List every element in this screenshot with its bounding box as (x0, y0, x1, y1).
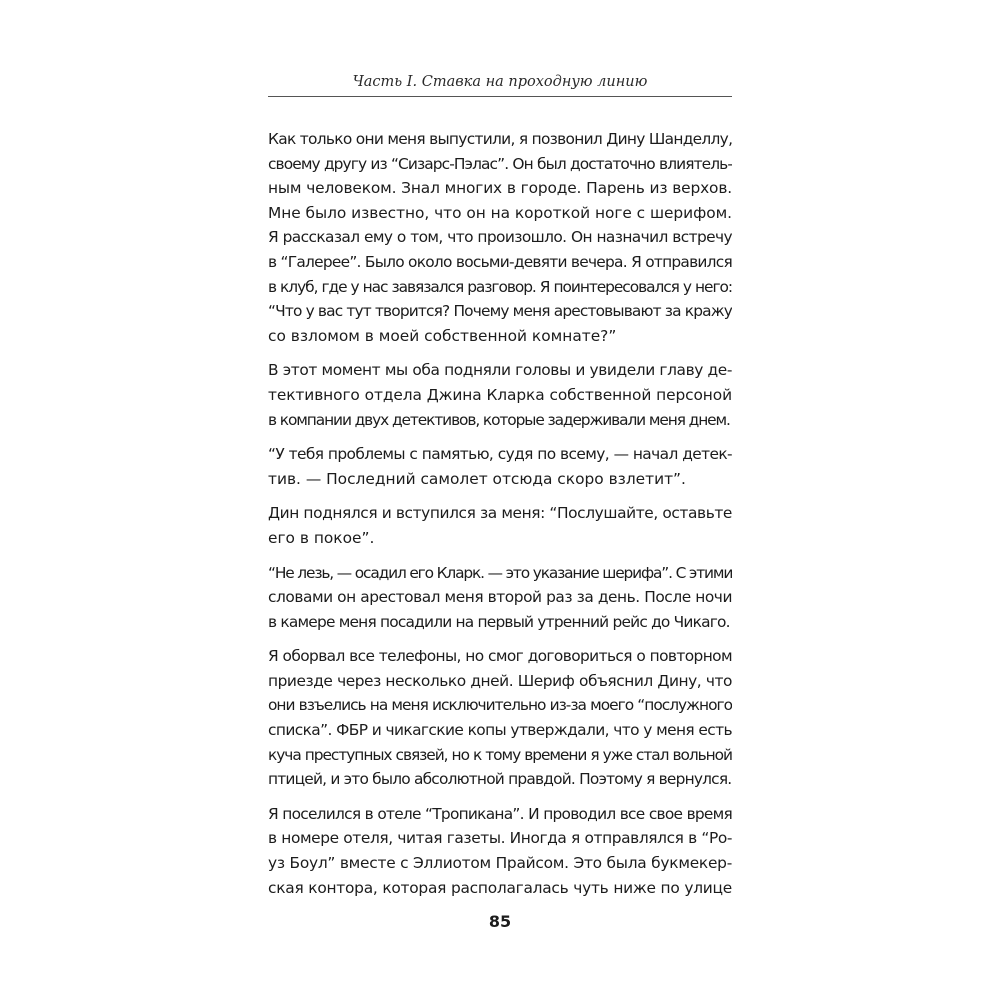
header-rule (268, 96, 732, 97)
text-line: В этот момент мы оба подняли головы и увидели главу де- (268, 361, 732, 380)
text-line: ская контора, которая располагалась чуть ниже по улице (268, 878, 732, 897)
text-line: в компании двух детективов, которые задерживали меня днем. (268, 410, 730, 429)
text-line: в номере отеля, читая газеты. Иногда я отправлялся в “Ро- (268, 829, 732, 848)
text-line: Я оборвал все телефоны, но смог договориться о повторном (268, 647, 732, 666)
body-text (268, 127, 732, 910)
text-line: ным человеком. Знал многих в городе. Парень из верхов. (268, 179, 732, 198)
text-line: в “Галерее”. Было около восьми-девяти вечера. Я отправился (268, 252, 732, 271)
text-line: Я поселился в отеле “Тропикана”. И проводил все свое время (268, 804, 732, 823)
text-line: уз Боул” вместе с Эллиотом Прайсом. Это была букмекер- (268, 854, 732, 873)
text-line: куча преступных связей, но к тому времени я уже стал вольной (268, 745, 732, 764)
paragraph (268, 501, 732, 550)
text-line: его в покое”. (268, 528, 375, 547)
text-line: в камере меня посадили на первый утренний рейс до Чикаго. (268, 612, 730, 631)
text-line: списка”. ФБР и чикагские копы утверждали, что у меня есть (268, 721, 732, 740)
paragraph (268, 127, 732, 348)
paragraph (268, 802, 732, 900)
paragraph (268, 561, 732, 635)
text-line: они взъелись на меня исключительно из-за моего “послужного (268, 696, 732, 715)
text-line: Как только они меня выпустили, я позвонил Дину Шанделлу, (268, 130, 732, 148)
paragraph (268, 442, 732, 491)
text-line: “Не лезь, — осадил его Кларк. — это указание шерифа”. С этими (268, 563, 732, 582)
text-line: тив. — Последний самолет отсюда скоро взлетит”. (268, 469, 686, 488)
text-line: “Что у вас тут творится? Почему меня арестовывают за кражу (268, 302, 732, 321)
running-head: Часть I. Ставка на проходную линию (352, 74, 648, 90)
text-line: приезде через несколько дней. Шериф объяснил Дину, что (268, 671, 732, 690)
text-line: своему другу из “Сизарс-Пэлас”. Он был достаточно влиятель- (268, 154, 732, 173)
text-line: Я рассказал ему о том, что произошло. Он назначил встречу (268, 228, 732, 247)
text-line: Мне было известно, что он на короткой ноге с шерифом. (268, 203, 732, 222)
text-line: со взломом в моей собственной комнате?” (268, 326, 617, 345)
text-line: тективного отдела Джина Кларка собственной персоной (268, 385, 732, 404)
text-line: словами он арестовал меня второй раз за день. После ночи (268, 588, 732, 607)
text-line: “У тебя проблемы с памятью, судя по всему, — начал детек- (268, 445, 732, 464)
paragraph (268, 358, 732, 432)
page-number: 85 (488, 912, 512, 931)
text-line: птицей, и это было абсолютной правдой. Поэтому я вернулся. (268, 770, 732, 789)
text-line: в клуб, где у нас завязался разговор. Я поинтересовался у него: (268, 277, 732, 296)
paragraph (268, 644, 732, 792)
text-line: Дин поднялся и вступился за меня: “Послушайте, оставьте (268, 504, 732, 523)
